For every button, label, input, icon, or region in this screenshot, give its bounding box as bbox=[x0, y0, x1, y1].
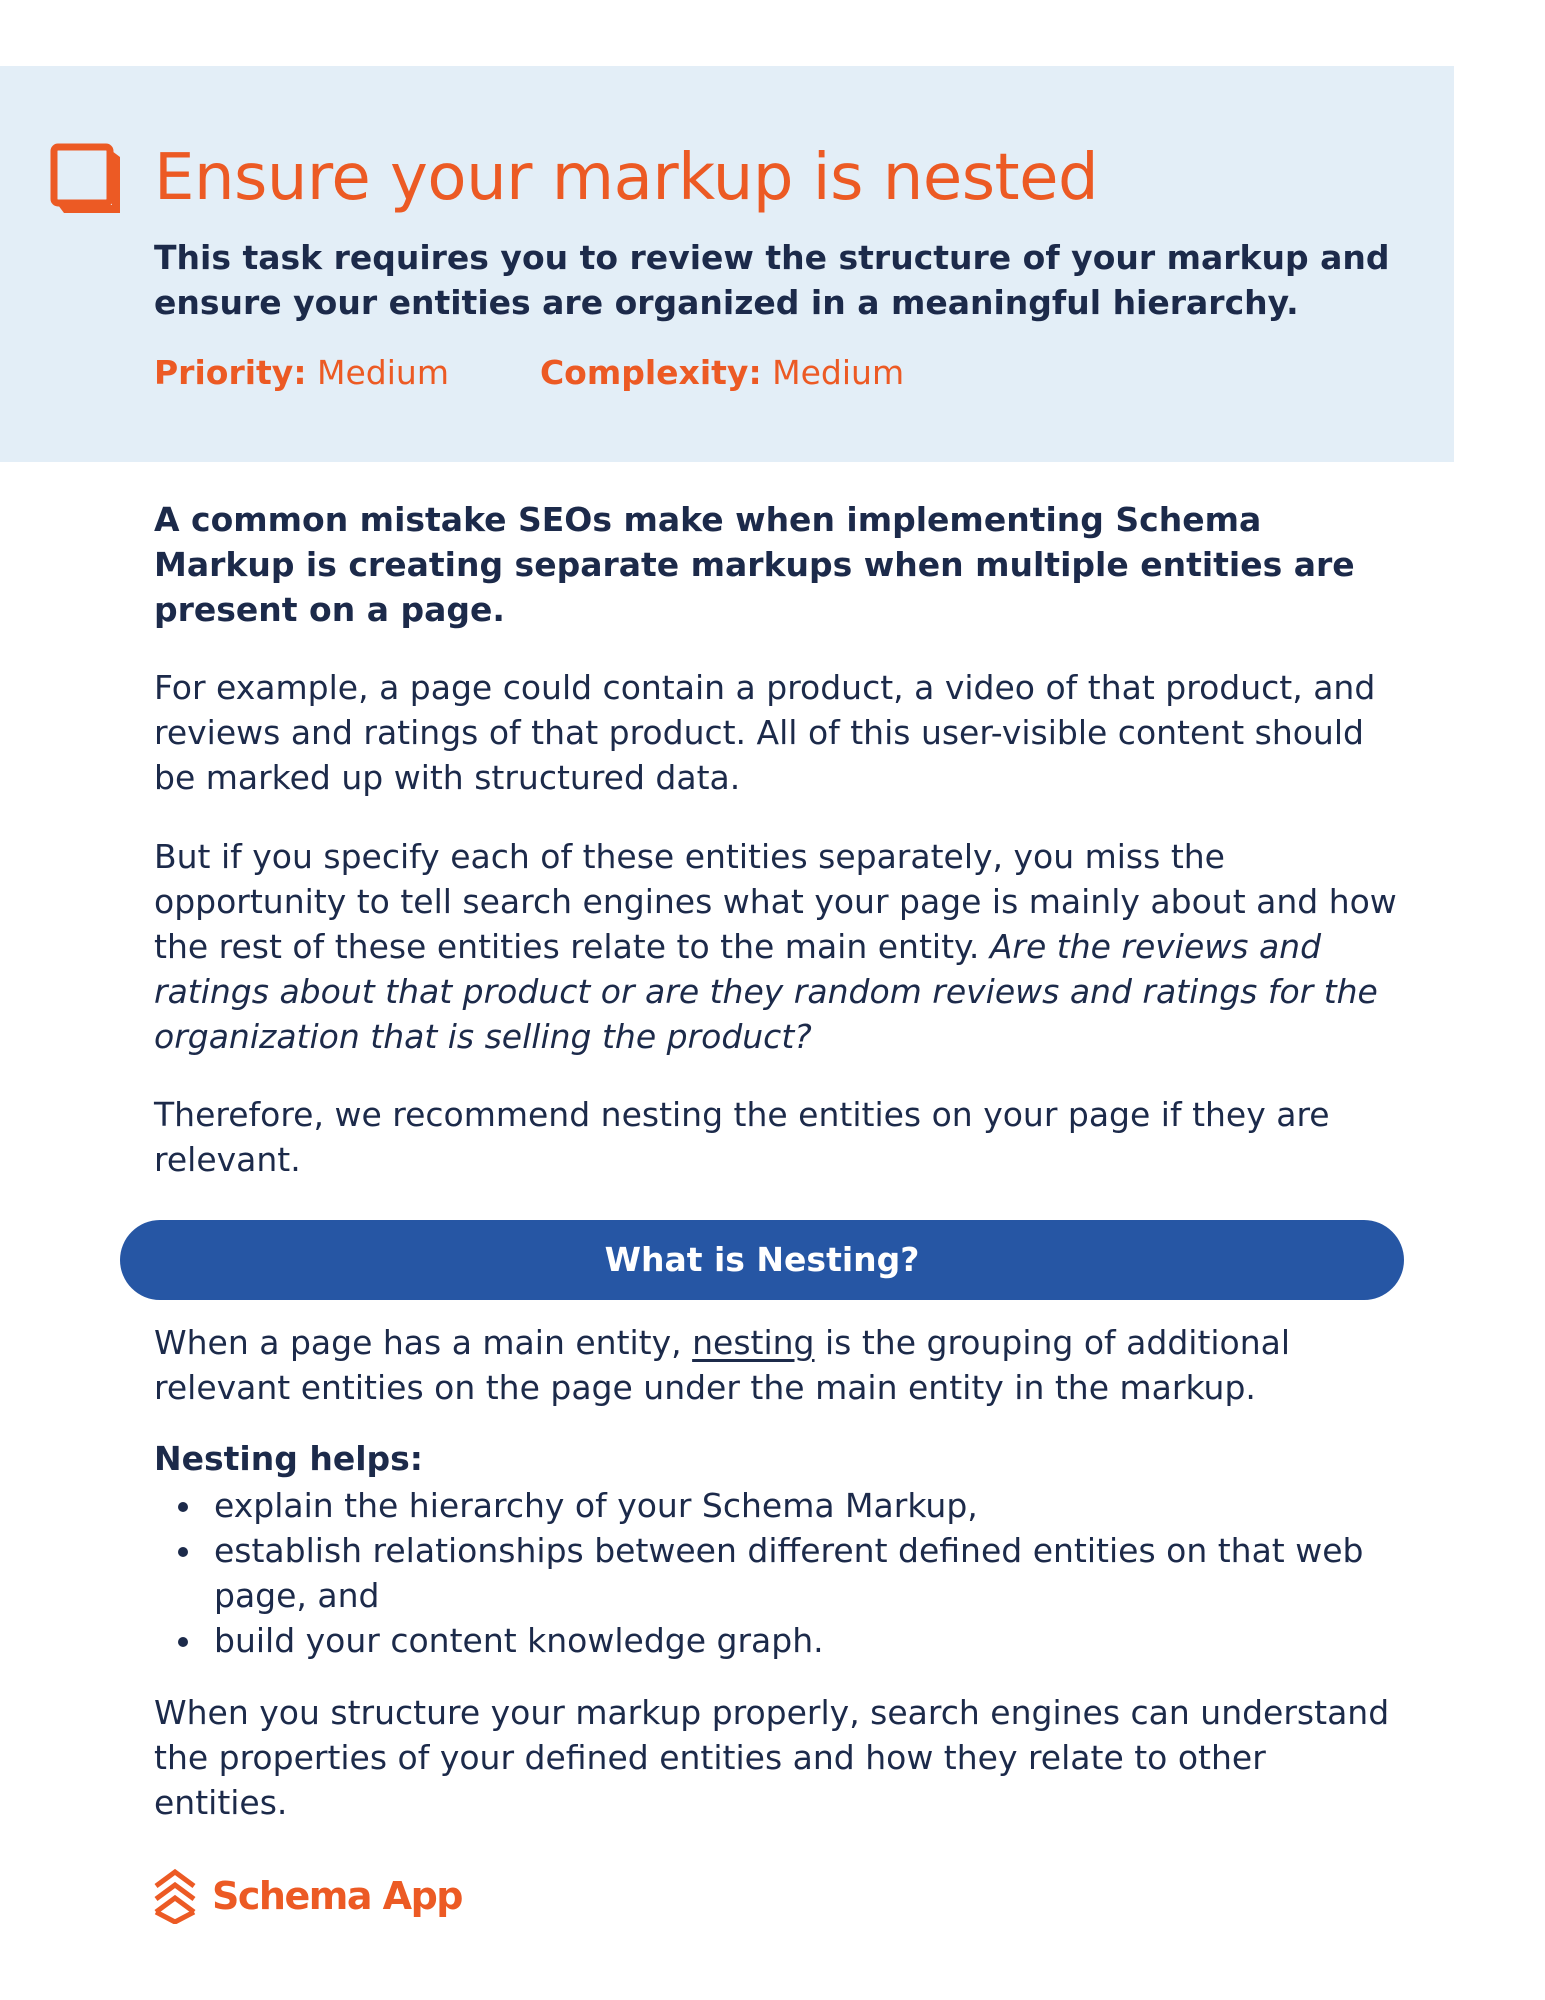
nesting-definition-after: is the grouping of additional relevant entities on the page under the main entity in the markup. bbox=[154, 1323, 1291, 1407]
schema-app-logo bbox=[152, 1866, 462, 1926]
meta-row bbox=[154, 350, 904, 395]
nesting-helps-title: Nesting helps: bbox=[154, 1439, 423, 1478]
list-item: build your content knowledge graph. bbox=[154, 1618, 1404, 1663]
recommendation-paragraph: Therefore, we recommend nesting the entities on your page if they are relevant. bbox=[154, 1095, 1330, 1179]
separate-entities-question: Are the reviews and ratings about that product or are they random reviews and ratings for the organization that is selling the product? bbox=[154, 927, 1378, 1056]
nesting-helps-list bbox=[154, 1483, 1404, 1663]
list-item: establish relationships between different defined entities on that web page, and bbox=[154, 1528, 1404, 1618]
lead-paragraph: A common mistake SEOs make when implementing Schema Markup is creating separate markups when multiple entities are present on a page. bbox=[154, 500, 1355, 629]
separate-entities-paragraph bbox=[154, 834, 1404, 1059]
list-item: explain the hierarchy of your Schema Markup, bbox=[154, 1483, 1404, 1528]
section-header-bar bbox=[120, 1220, 1404, 1300]
example-paragraph: For example, a page could contain a product, a video of that product, and reviews and ratings of that product. All of this user-visible content should be marked up with structured data. bbox=[154, 668, 1376, 797]
logo-text: Schema App bbox=[212, 1874, 462, 1918]
chevron-stack-icon bbox=[152, 1868, 198, 1924]
priority-value: Medium bbox=[317, 353, 449, 392]
task-intro: This task requires you to review the structure of your markup and ensure your entities are organized in a meaningful hierarchy. bbox=[154, 238, 1390, 322]
nesting-definition-before: When a page has a main entity, bbox=[154, 1323, 693, 1362]
nesting-definition-paragraph bbox=[154, 1320, 1404, 1410]
nesting-term: nesting bbox=[692, 1323, 815, 1362]
page-title: Ensure your markup is nested bbox=[154, 141, 1099, 215]
separate-entities-text: But if you specify each of these entities separately, you miss the opportunity to tell search engines what your page is mainly about and how the rest of these entities relate to the main entity. bbox=[154, 837, 1397, 966]
priority-label: Priority: bbox=[154, 353, 307, 392]
section-title: What is Nesting? bbox=[604, 1240, 920, 1279]
closing-paragraph: When you structure your markup properly, search engines can understand the properties of your defined entities and how they relate to other entities. bbox=[154, 1693, 1390, 1822]
checkbox-icon bbox=[50, 143, 122, 215]
complexity-label: Complexity: bbox=[539, 353, 762, 392]
complexity-value: Medium bbox=[772, 353, 905, 392]
